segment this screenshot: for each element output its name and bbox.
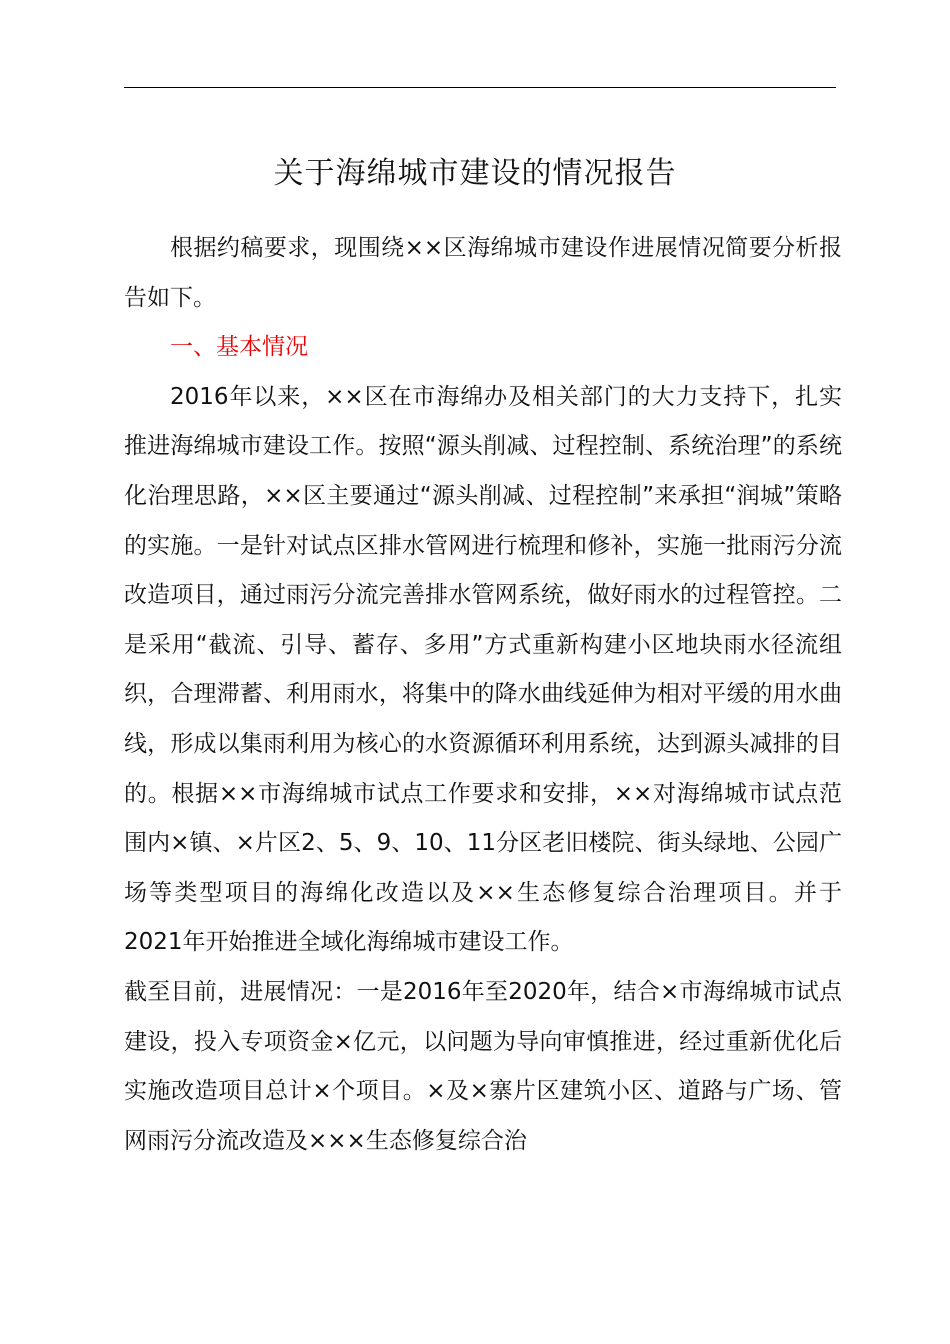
- header-rule: [124, 87, 836, 88]
- body-paragraph-1: 2016年以来，××区在市海绵办及相关部门的大力支持下，扎实推进海绵城市建设工作。按照“源头削减、过程控制、系统治理”的系统化治理思路，××区主要通过“源头削减、过程控制”来承担“润城”策略的实施。一是针对试点区排水管网进行梳理和修补，实施一批雨污分流改造项目，通过雨污分流完善排水管网系统，做好雨水的过程管控。二是采用“截流、引导、蓄存、多用”方式重新构建小区地块雨水径流组织，合理滞蓄、利用雨水，将集中的降水曲线延伸为相对平缓的用水曲线，形成以集雨利用为核心的水资源循环利用系统，达到源头减排的目的。根据××市海绵城市试点工作要求和安排，××对海绵城市试点范围内×镇、×片区2、5、9、10、11分区老旧楼院、街头绿地、公园广场等类型项目的海绵化改造以及××生态修复综合治理项目。并于2021年开始推进全域化海绵城市建设工作。: [124, 383, 842, 956]
- document-body: [124, 224, 842, 1166]
- body-paragraph-2: 截至目前，进展情况：一是2016年至2020年，结合×市海绵城市试点建设，投入专项资金×亿元，以问题为导向审慎推进，经过重新优化后实施改造项目总计×个项目。×及×寨片区建筑小区、道路与广场、管网雨污分流改造及×××生态修复综合治: [124, 978, 842, 1154]
- section-heading: 一、基本情况: [170, 334, 308, 361]
- intro-paragraph: 根据约稿要求，现围绕××区海绵城市建设作进展情况简要分析报告如下。: [124, 235, 842, 311]
- document-title: 关于海绵城市建设的情况报告: [273, 156, 677, 191]
